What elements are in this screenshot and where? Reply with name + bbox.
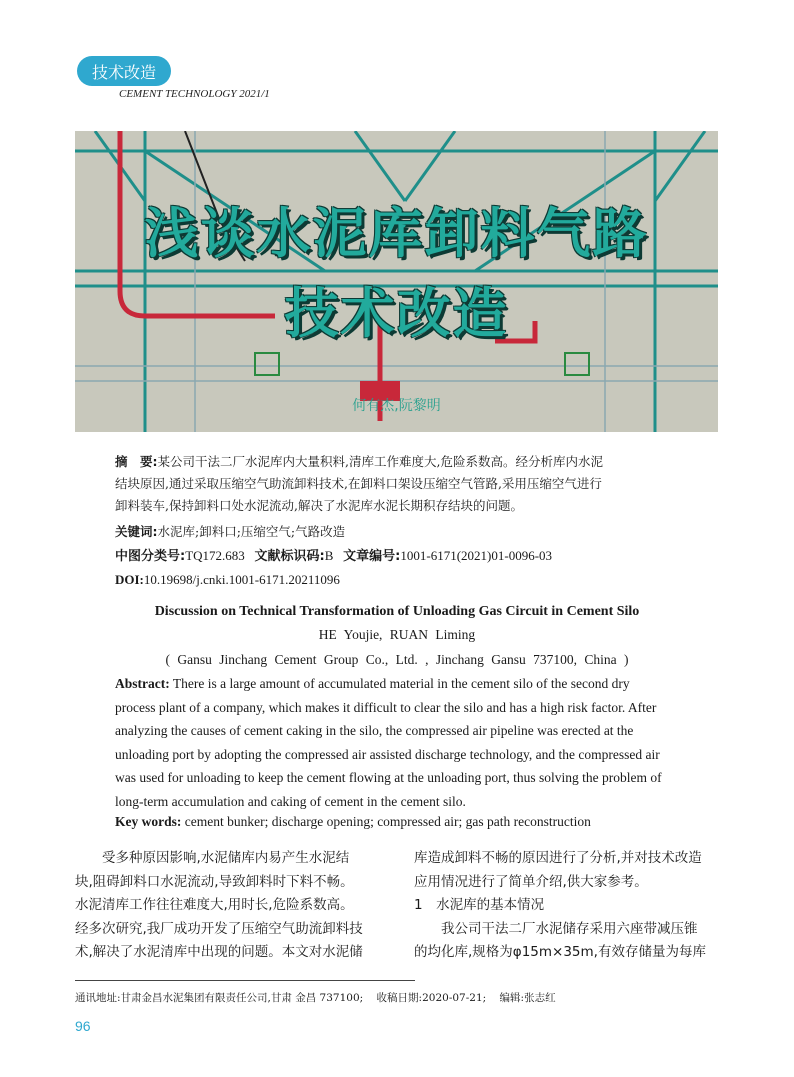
keywords-label: 关键词: [115, 524, 158, 539]
doc-code-label: 文献标识码: [254, 549, 325, 564]
banner-title-line-1: 浅谈水泥库卸料气路 [144, 202, 649, 265]
body-line: 水泥清库工作往往难度大,用时长,危险系数高。 [75, 897, 354, 914]
classification-line [115, 545, 685, 568]
clc-value: TQ172.683 [185, 548, 245, 563]
address-value: 甘肃金昌水泥集团有限责任公司,甘肃 金昌 737100; [120, 992, 364, 1004]
received-label: 收稿日期: [376, 992, 423, 1004]
english-abstract-line: was used for unloading to keep the cement flowing at the unloading port, thus solving the problem of [115, 770, 662, 786]
doi-label: DOI: [115, 572, 144, 587]
body-line: 应用情况进行了简单介绍,供大家参考。 [414, 873, 648, 890]
body-line: 我公司干法二厂水泥储存采用六座带减压锥 [441, 920, 698, 937]
received-value: 2020-07-21; [422, 992, 487, 1004]
banner-title-line-2: 技术改造 [284, 282, 509, 345]
english-keywords-label: Key words: [115, 814, 182, 829]
section-badge: 技术改造 [77, 56, 171, 86]
english-abstract-line: There is a large amount of accumulated material in the cement silo of the second dry [169, 676, 630, 691]
abstract-chinese [115, 451, 685, 517]
body-line: 的均化库,规格为φ15m×35m,有效存储量为每库 [414, 944, 706, 961]
address-label: 通讯地址: [75, 992, 121, 1004]
body-column-right [414, 847, 726, 965]
body-line: 库造成卸料不畅的原因进行了分析,并对技术改造 [414, 850, 702, 866]
journal-running-head: CEMENT TECHNOLOGY 2021/1 [119, 88, 270, 100]
body-column-left [75, 847, 387, 965]
keywords-chinese [115, 521, 685, 543]
editor-value: 张志红 [524, 992, 556, 1004]
english-abstract [115, 672, 681, 814]
english-abstract-line: unloading port by adopting the compressed air assisted discharge technology, and the compressed air [115, 746, 660, 762]
article-id-label: 文章编号: [343, 549, 401, 564]
english-affiliation: ( Gansu Jinchang Cement Group Co., Ltd. , Jinchang Gansu 737100, China ) [165, 652, 629, 667]
page-number: 96 [75, 1018, 91, 1034]
body-line: 受多种原因影响,水泥储库内易产生水泥结 [102, 850, 350, 866]
english-keywords [115, 814, 685, 830]
abstract-label: 摘 要: [115, 454, 158, 469]
body-line: 术,解决了水泥清库中出现的问题。本文对水泥储 [75, 944, 363, 961]
english-abstract-line: analyzing the causes of cement caking in the silo, the compressed air pipeline was erected at the [115, 723, 634, 739]
english-keywords-text: cement bunker; discharge opening; compressed air; gas path reconstruction [181, 814, 591, 829]
keywords-text: 水泥库;卸料口;压缩空气;气路改造 [157, 524, 346, 539]
clc-label: 中图分类号: [115, 549, 186, 564]
doc-code-value: B [324, 548, 334, 563]
abstract-line: 卸料装车,保持卸料口处水泥流动,解决了水泥库水泥长期积存结块的问题。 [115, 498, 523, 513]
body-line: 块,阻碍卸料口水泥流动,导致卸料时下料不畅。 [75, 873, 354, 890]
abstract-line: 某公司干法二厂水泥库内大量积料,清库工作难度大,危险系数高。经分析库内水泥 [157, 454, 603, 469]
english-abstract-line: process plant of a company, which makes it difficult to clear the silo and has a high risk factor. After [115, 699, 657, 715]
footnote-divider [75, 980, 415, 981]
doi-line [115, 569, 685, 591]
doi-value[interactable]: 10.19698/j.cnki.1001-6171.20211096 [143, 572, 340, 587]
editor-label: 编辑: [499, 992, 525, 1004]
article-id-value: 1001-6171(2021)01-0096-03 [400, 548, 553, 563]
abstract-line: 结块原因,通过采取压缩空气助流卸料技术,在卸料口架设压缩空气管路,采用压缩空气进行 [115, 476, 602, 491]
english-title: Discussion on Technical Transformation of Unloading Gas Circuit in Cement Silo [154, 604, 640, 619]
english-abstract-line: long-term accumulation and caking of cement in the cement silo. [115, 793, 466, 809]
body-line: 经多次研究,我厂成功开发了压缩空气助流卸料技 [75, 920, 363, 937]
english-authors: HE Youjie, RUAN Liming [318, 627, 476, 642]
title-banner [75, 131, 718, 432]
section-heading: 1 水泥库的基本情况 [414, 897, 545, 914]
english-abstract-label: Abstract: [115, 676, 170, 691]
footnote [75, 990, 556, 1005]
authors-chinese: 何有杰,阮黎明 [352, 398, 441, 414]
